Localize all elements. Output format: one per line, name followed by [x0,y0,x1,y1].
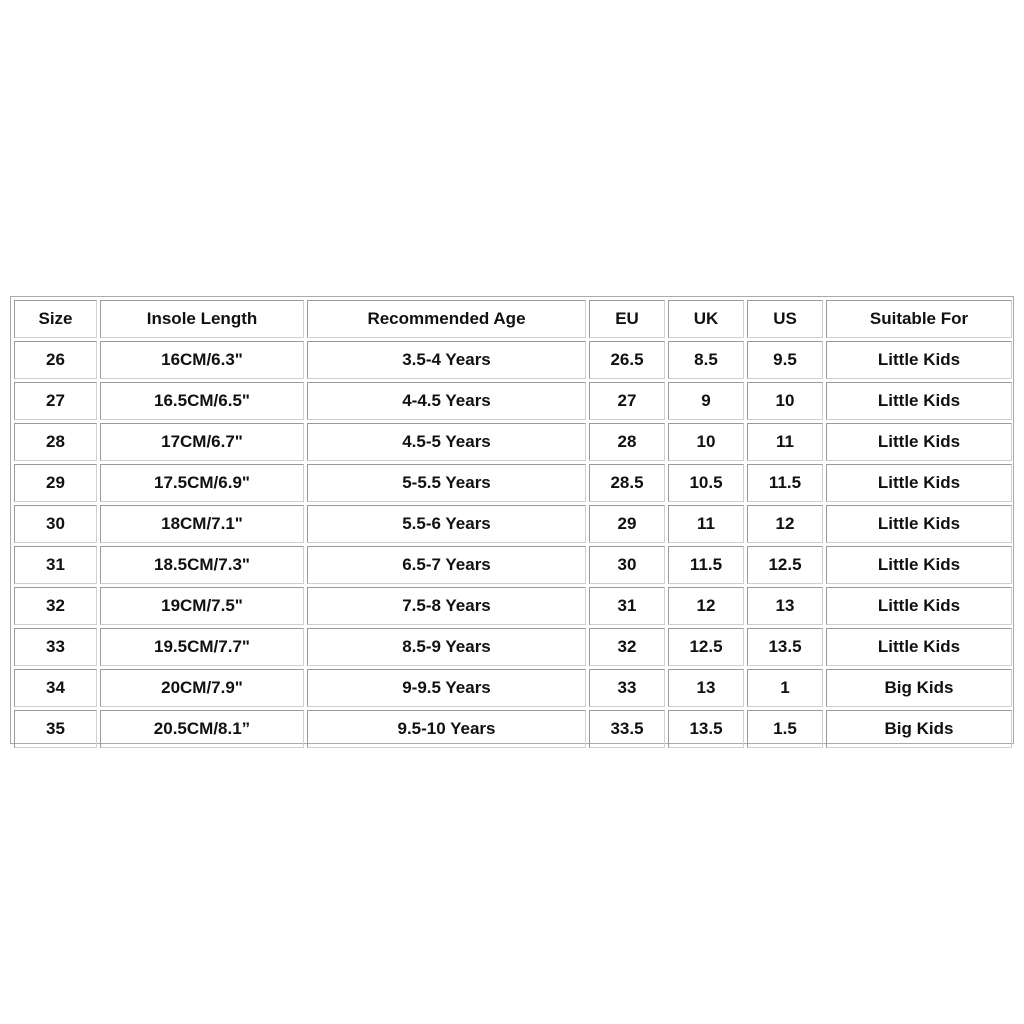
cell-recommended-age: 5.5-6 Years [307,505,586,543]
cell-us: 9.5 [747,341,823,379]
cell-recommended-age: 7.5-8 Years [307,587,586,625]
cell-insole-length: 20.5CM/8.1” [100,710,304,748]
cell-suitable-for: Big Kids [826,710,1012,748]
cell-size: 32 [14,587,97,625]
cell-uk: 9 [668,382,744,420]
cell-eu: 33.5 [589,710,665,748]
cell-insole-length: 18.5CM/7.3" [100,546,304,584]
cell-recommended-age: 4-4.5 Years [307,382,586,420]
cell-insole-length: 17.5CM/6.9" [100,464,304,502]
cell-uk: 12.5 [668,628,744,666]
cell-size: 28 [14,423,97,461]
cell-eu: 28 [589,423,665,461]
cell-us: 10 [747,382,823,420]
cell-eu: 27 [589,382,665,420]
cell-eu: 32 [589,628,665,666]
cell-size: 33 [14,628,97,666]
cell-suitable-for: Little Kids [826,382,1012,420]
table-header-row [14,300,1012,338]
table-row [14,505,1012,543]
table-row [14,423,1012,461]
cell-insole-length: 19CM/7.5" [100,587,304,625]
cell-size: 29 [14,464,97,502]
cell-recommended-age: 4.5-5 Years [307,423,586,461]
cell-recommended-age: 5-5.5 Years [307,464,586,502]
cell-eu: 28.5 [589,464,665,502]
cell-us: 1.5 [747,710,823,748]
header-recommended-age: Recommended Age [307,300,586,338]
header-uk: UK [668,300,744,338]
header-eu: EU [589,300,665,338]
cell-suitable-for: Little Kids [826,464,1012,502]
table-row [14,628,1012,666]
cell-recommended-age: 3.5-4 Years [307,341,586,379]
table-row [14,546,1012,584]
cell-suitable-for: Big Kids [826,669,1012,707]
cell-size: 30 [14,505,97,543]
header-us: US [747,300,823,338]
cell-insole-length: 16.5CM/6.5" [100,382,304,420]
cell-suitable-for: Little Kids [826,505,1012,543]
cell-us: 11.5 [747,464,823,502]
cell-us: 13.5 [747,628,823,666]
cell-insole-length: 18CM/7.1" [100,505,304,543]
cell-us: 13 [747,587,823,625]
cell-recommended-age: 8.5-9 Years [307,628,586,666]
cell-suitable-for: Little Kids [826,546,1012,584]
cell-eu: 33 [589,669,665,707]
cell-uk: 13 [668,669,744,707]
cell-suitable-for: Little Kids [826,423,1012,461]
cell-insole-length: 19.5CM/7.7" [100,628,304,666]
cell-insole-length: 16CM/6.3" [100,341,304,379]
cell-size: 31 [14,546,97,584]
table-row [14,382,1012,420]
cell-uk: 10.5 [668,464,744,502]
cell-eu: 30 [589,546,665,584]
header-suitable-for: Suitable For [826,300,1012,338]
cell-suitable-for: Little Kids [826,587,1012,625]
cell-size: 35 [14,710,97,748]
cell-recommended-age: 6.5-7 Years [307,546,586,584]
cell-uk: 8.5 [668,341,744,379]
table-row [14,587,1012,625]
cell-us: 1 [747,669,823,707]
table-row [14,464,1012,502]
cell-suitable-for: Little Kids [826,628,1012,666]
cell-eu: 26.5 [589,341,665,379]
cell-recommended-age: 9-9.5 Years [307,669,586,707]
cell-uk: 10 [668,423,744,461]
cell-uk: 11 [668,505,744,543]
cell-uk: 12 [668,587,744,625]
cell-size: 27 [14,382,97,420]
cell-us: 12 [747,505,823,543]
header-insole-length: Insole Length [100,300,304,338]
cell-size: 34 [14,669,97,707]
table-row [14,710,1012,748]
size-chart-frame [10,296,1014,744]
cell-uk: 13.5 [668,710,744,748]
cell-insole-length: 17CM/6.7" [100,423,304,461]
cell-insole-length: 20CM/7.9" [100,669,304,707]
cell-uk: 11.5 [668,546,744,584]
cell-us: 12.5 [747,546,823,584]
cell-us: 11 [747,423,823,461]
header-size: Size [14,300,97,338]
cell-eu: 31 [589,587,665,625]
cell-size: 26 [14,341,97,379]
cell-recommended-age: 9.5-10 Years [307,710,586,748]
cell-suitable-for: Little Kids [826,341,1012,379]
cell-eu: 29 [589,505,665,543]
size-chart-table [11,297,1015,751]
table-row [14,669,1012,707]
table-row [14,341,1012,379]
